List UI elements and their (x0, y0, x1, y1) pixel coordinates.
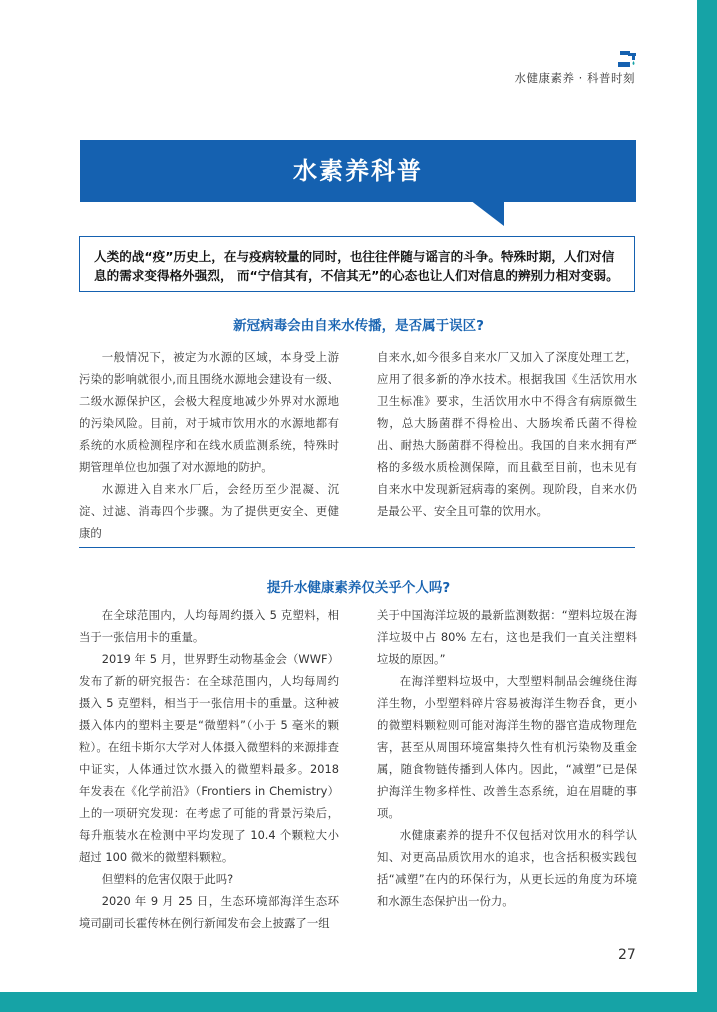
paragraph: 2020 年 9 月 25 日，生态环境部海洋生态环境司副司长霍传林在例行新闻发布会上披露了一组 (79, 894, 339, 930)
paragraph: 在全球范围内，人均每周约摄入 5 克塑料，相当于一张信用卡的重量。 (79, 608, 339, 644)
page-number: 27 (618, 947, 636, 963)
section-title-water-literacy: 提升水健康素养仅关乎个人吗? (266, 580, 451, 596)
paragraph: 关于中国海洋垃圾的最新监测数据：“塑料垃圾在海洋垃圾中占 80% 左右，这也是我们一直关注塑料垃圾的原因。” (377, 608, 637, 666)
section2-left-column (79, 604, 339, 934)
section2-right-column (377, 604, 637, 912)
paragraph: 自来水,如今很多自来水厂又加入了深度处理工艺，应用了很多新的净水技术。根据我国《生活饮用水卫生标准》要求，生活饮用水中不得含有病原微生物，总大肠菌群不得检出、大肠埃希氏菌不得检出、耐热大肠菌群不得检出。我国的自来水拥有严格的多级水质检测保障，而且截至目前，也未见有自来水中发现新冠病毒的案例。现阶段，自来水仍是最公平、安全且可靠的饮用水。 (377, 350, 637, 518)
paragraph: 2019 年 5 月，世界野生动物基金会（WWF）发布了新的研究报告：在全球范围内，人均每周约摄入 5 克塑料，相当于一张信用卡的重量。这种被摄入体内的塑料主要是“微塑料”（小于 5 毫米的颗粒）。在纽卡斯尔大学对人体摄入微塑料的来源排查中证实，人体通过饮水摄入的微塑料最多。2018 年发表在《化学前沿》（Frontiers in Chemistry）上的一项研究发现：在考虑了可能的背景污染后，每升瓶装水在检测中平均发现了 10.4 个颗粒大小超过 100 微米的微塑料颗粒。 (79, 652, 339, 864)
paragraph: 水源进入自来水厂后，会经历至少混凝、沉淀、过滤、消毒四个步骤。为了提供更安全、更健康的 (79, 482, 339, 540)
intro-box: 人类的战“疫”历史上，在与疫病较量的同时，也往往伴随与谣言的斗争。特殊时期，人们对信息的需求变得格外强烈， 而“宁信其有，不信其无”的心态也让人们对信息的辨别力相对变弱。 (79, 236, 635, 292)
page-title: 水素养科普 (293, 157, 423, 185)
header-label: 水健康素养 · 科普时刻 (514, 71, 635, 85)
paragraph: 在海洋塑料垃圾中，大型塑料制品会缠绕住海洋生物，小型塑料碎片容易被海洋生物吞食，更小的微塑料颗粒则可能对海洋生物的器官造成物理危害，甚至从周围环境富集持久性有机污染物及重金属，随食物链传播到人体内。因此，“减塑”已是保护海洋生物多样性、改善生态系统，迫在眉睫的事项。 (377, 674, 637, 820)
section-title-tap-water: 新冠病毒会由自来水传播，是否属于误区? (233, 318, 484, 334)
title-banner (80, 140, 636, 202)
section1-left-column (79, 346, 339, 544)
water-tap-icon (617, 50, 639, 68)
section1-right-column (377, 346, 637, 522)
section-divider (79, 547, 635, 548)
banner-tail-decoration (470, 200, 504, 226)
paragraph: 水健康素养的提升不仅包括对饮用水的科学认知、对更高品质饮用水的追求，也含括积极实践包括“减塑”在内的环保行为，从更长远的角度为环境和水源生态保护出一份力。 (377, 828, 637, 908)
paragraph: 但塑料的危害仅限于此吗? (101, 872, 234, 886)
paragraph: 一般情况下，被定为水源的区域，本身受上游污染的影响就很小,而且围绕水源地会建设有一级、二级水源保护区，会极大程度地减少外界对水源地的污染风险。目前，对于城市饮用水的水源地都有系统的水质检测程序和在线水质监测系统，特殊时期管理单位也加强了对水源地的防护。 (79, 350, 339, 474)
